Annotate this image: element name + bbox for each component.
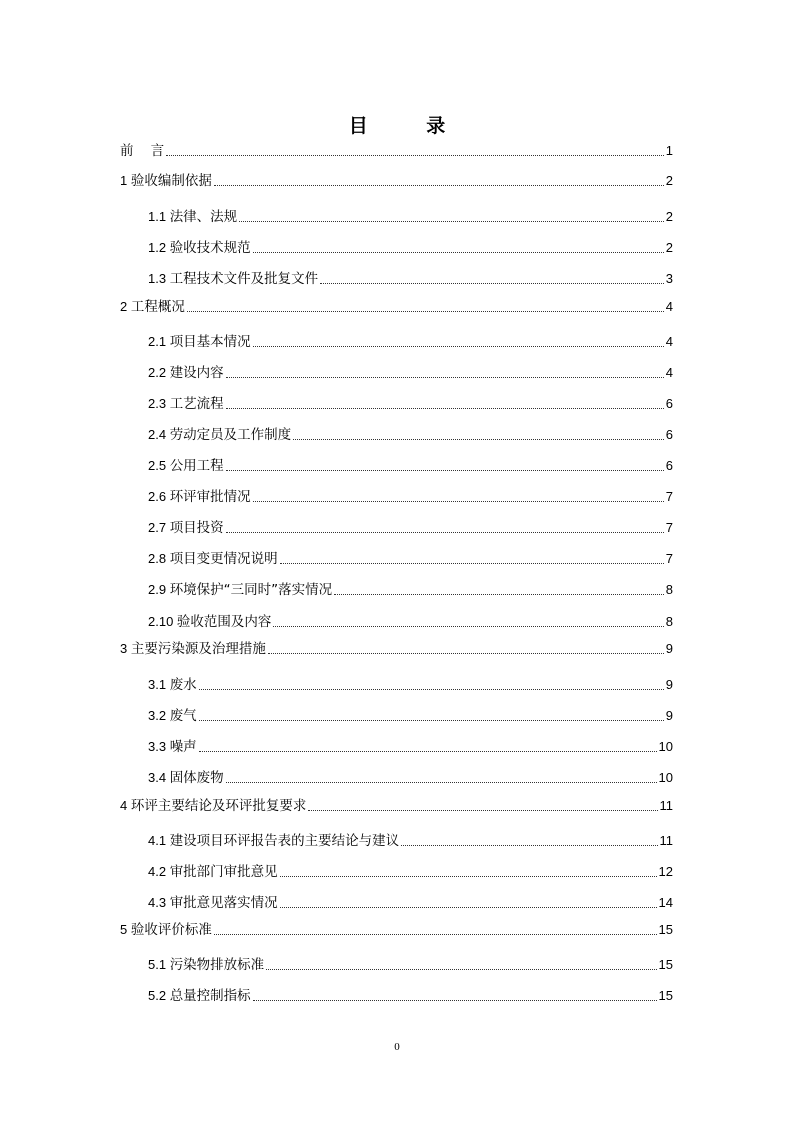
dot-leader bbox=[308, 810, 657, 811]
toc-entry-number: 2 bbox=[120, 299, 131, 314]
dot-leader bbox=[199, 751, 657, 752]
toc-entry-number: 4.1 bbox=[148, 833, 170, 848]
toc-entry-title: 环境保护“三同时”落实情况 bbox=[169, 582, 333, 598]
toc-entry-title: 公用工程 bbox=[169, 458, 224, 474]
toc-entry-page: 2 bbox=[665, 240, 673, 255]
toc-entry-number: 2.6 bbox=[148, 489, 170, 504]
toc-entry[interactable] bbox=[120, 142, 673, 160]
toc-entry[interactable] bbox=[148, 738, 673, 756]
toc-entry-number: 5.1 bbox=[148, 957, 170, 972]
dot-leader bbox=[187, 311, 664, 312]
page-number: 0 bbox=[394, 1041, 400, 1053]
dot-leader bbox=[214, 934, 657, 935]
toc-entry-title: 噪声 bbox=[169, 739, 197, 755]
toc-entry[interactable] bbox=[148, 426, 673, 444]
toc-entry-title: 工程技术文件及批复文件 bbox=[169, 271, 319, 287]
dot-leader bbox=[226, 377, 664, 378]
dot-leader bbox=[199, 720, 664, 721]
toc-entry[interactable] bbox=[148, 208, 673, 226]
toc-entry[interactable] bbox=[148, 769, 673, 787]
dot-leader bbox=[280, 876, 657, 877]
toc-entry-number: 2.3 bbox=[148, 396, 170, 411]
toc-entry-title: 污染物排放标准 bbox=[169, 957, 265, 973]
dot-leader bbox=[280, 907, 657, 908]
toc-entry-page: 9 bbox=[665, 677, 673, 692]
toc-entry-page: 6 bbox=[665, 427, 673, 442]
toc-entry-number: 5 bbox=[120, 922, 131, 937]
toc-entry[interactable] bbox=[120, 298, 673, 316]
toc-entry-title: 劳动定员及工作制度 bbox=[169, 427, 292, 443]
toc-entry-number: 3.1 bbox=[148, 677, 170, 692]
toc-entry[interactable] bbox=[148, 707, 673, 725]
toc-entry[interactable] bbox=[148, 581, 673, 599]
dot-leader bbox=[268, 653, 664, 654]
toc-entry[interactable] bbox=[148, 270, 673, 288]
toc-entry-title: 工艺流程 bbox=[169, 396, 224, 412]
toc-entry-number: 2.1 bbox=[148, 334, 170, 349]
dot-leader bbox=[253, 1000, 657, 1001]
toc-entry[interactable] bbox=[148, 956, 673, 974]
toc-entry-number: 3 bbox=[120, 641, 131, 656]
toc-entry-page: 15 bbox=[658, 988, 673, 1003]
toc-entry[interactable] bbox=[120, 797, 673, 815]
toc-entry-page: 11 bbox=[659, 798, 673, 813]
toc-entry-number: 2.7 bbox=[148, 520, 170, 535]
toc-entry-page: 7 bbox=[665, 520, 673, 535]
toc-entry-number: 3.2 bbox=[148, 708, 170, 723]
toc-entry-number: 5.2 bbox=[148, 988, 170, 1003]
toc-entry[interactable] bbox=[120, 921, 673, 939]
dot-leader bbox=[226, 408, 664, 409]
toc-entry-title: 验收技术规范 bbox=[169, 240, 251, 256]
dot-leader bbox=[280, 563, 664, 564]
toc-entry-title: 项目基本情况 bbox=[169, 334, 251, 350]
toc-entry[interactable] bbox=[148, 987, 673, 1005]
toc-entry-title: 固体废物 bbox=[169, 770, 224, 786]
toc-entry-title: 工程概况 bbox=[130, 299, 185, 315]
toc-entry[interactable] bbox=[148, 832, 673, 850]
toc-entry-page: 2 bbox=[665, 173, 673, 188]
dot-leader bbox=[226, 470, 664, 471]
toc-entry-title: 项目变更情况说明 bbox=[169, 551, 278, 567]
dot-leader bbox=[253, 252, 664, 253]
toc-entry[interactable] bbox=[148, 457, 673, 475]
toc-entry-title: 建设内容 bbox=[169, 365, 224, 381]
toc-entry-title: 建设项目环评报告表的主要结论与建议 bbox=[169, 833, 400, 849]
toc-entry-page: 4 bbox=[665, 365, 673, 380]
toc-entry[interactable] bbox=[148, 613, 673, 631]
toc-entry-page: 4 bbox=[665, 334, 673, 349]
toc-entry-title: 验收编制依据 bbox=[130, 173, 212, 189]
toc-entry-number: 4 bbox=[120, 798, 131, 813]
toc-entry-page: 4 bbox=[665, 299, 673, 314]
dot-leader bbox=[226, 782, 657, 783]
toc-entry-page: 3 bbox=[665, 271, 673, 286]
toc-entry-page: 11 bbox=[659, 833, 673, 848]
toc-entry-page: 6 bbox=[665, 396, 673, 411]
toc-entry[interactable] bbox=[148, 894, 673, 912]
toc-entry-number: 1 bbox=[120, 173, 131, 188]
dot-leader bbox=[273, 626, 663, 627]
dot-leader bbox=[334, 594, 664, 595]
toc-entry-number: 2.2 bbox=[148, 365, 170, 380]
dot-leader bbox=[401, 845, 657, 846]
toc-entry-page: 9 bbox=[665, 708, 673, 723]
toc-entry[interactable] bbox=[148, 395, 673, 413]
toc-entry-number: 3.3 bbox=[148, 739, 170, 754]
toc-entry-page: 14 bbox=[658, 895, 673, 910]
toc-entry-title: 审批部门审批意见 bbox=[169, 864, 278, 880]
toc-entry-title: 审批意见落实情况 bbox=[169, 895, 278, 911]
toc-entry-page: 8 bbox=[665, 582, 673, 597]
toc-entry-number: 4.2 bbox=[148, 864, 170, 879]
dot-leader bbox=[253, 501, 664, 502]
toc-entry-number: 4.3 bbox=[148, 895, 170, 910]
toc-entry-page: 12 bbox=[658, 864, 673, 879]
toc-entry-page: 9 bbox=[665, 641, 673, 656]
toc-entry[interactable] bbox=[148, 676, 673, 694]
toc-entry[interactable] bbox=[148, 364, 673, 382]
toc-entry-number: 2.4 bbox=[148, 427, 170, 442]
toc-entry[interactable] bbox=[120, 172, 673, 190]
toc-entry-title: 总量控制指标 bbox=[169, 988, 251, 1004]
toc-entry-title: 主要污染源及治理措施 bbox=[130, 641, 266, 657]
toc-entry-number: 1.3 bbox=[148, 271, 170, 286]
toc-entry[interactable] bbox=[120, 640, 673, 658]
toc-entry-title: 验收评价标准 bbox=[130, 922, 212, 938]
toc-entry-number: 2.8 bbox=[148, 551, 170, 566]
toc-entry-page: 7 bbox=[665, 551, 673, 566]
toc-entry-title: 环评主要结论及环评批复要求 bbox=[130, 798, 307, 814]
toc-entry-page: 1 bbox=[665, 143, 673, 158]
toc-entry-number: 1.2 bbox=[148, 240, 170, 255]
toc-entry[interactable] bbox=[148, 239, 673, 257]
dot-leader bbox=[166, 155, 664, 156]
toc-entry[interactable] bbox=[148, 488, 673, 506]
dot-leader bbox=[239, 221, 664, 222]
dot-leader bbox=[293, 439, 664, 440]
dot-leader bbox=[214, 185, 664, 186]
toc-entry-number: 3.4 bbox=[148, 770, 170, 785]
toc-entry-title: 法律、法规 bbox=[169, 209, 238, 225]
toc-entry-page: 2 bbox=[665, 209, 673, 224]
toc-entry-number: 2.5 bbox=[148, 458, 170, 473]
toc-entry-page: 10 bbox=[658, 739, 673, 754]
toc-entry-page: 7 bbox=[665, 489, 673, 504]
toc-entry-page: 8 bbox=[665, 614, 673, 629]
toc-entry-title: 环评审批情况 bbox=[169, 489, 251, 505]
toc-entry-title: 验收范围及内容 bbox=[176, 614, 272, 630]
dot-leader bbox=[199, 689, 664, 690]
toc-entry-title: 废水 bbox=[169, 677, 197, 693]
toc-entry[interactable] bbox=[148, 333, 673, 351]
dot-leader bbox=[266, 969, 656, 970]
toc-entry-title: 项目投资 bbox=[169, 520, 224, 536]
toc-entry-title: 前 言 bbox=[120, 143, 165, 159]
toc-entry-page: 15 bbox=[658, 957, 673, 972]
toc-entry-number: 2.10 bbox=[148, 614, 177, 629]
toc-entry-page: 15 bbox=[658, 922, 673, 937]
toc-entry-number: 1.1 bbox=[148, 209, 170, 224]
toc-entry[interactable] bbox=[148, 550, 673, 568]
toc-entry-title: 废气 bbox=[169, 708, 197, 724]
dot-leader bbox=[253, 346, 664, 347]
toc-entry[interactable] bbox=[148, 863, 673, 881]
toc-entry-number: 2.9 bbox=[148, 582, 170, 597]
toc-entry[interactable] bbox=[148, 519, 673, 537]
toc-entry-page: 10 bbox=[658, 770, 673, 785]
dot-leader bbox=[320, 283, 664, 284]
toc-entry-page: 6 bbox=[665, 458, 673, 473]
toc-title: 目 录 bbox=[348, 115, 472, 137]
dot-leader bbox=[226, 532, 664, 533]
